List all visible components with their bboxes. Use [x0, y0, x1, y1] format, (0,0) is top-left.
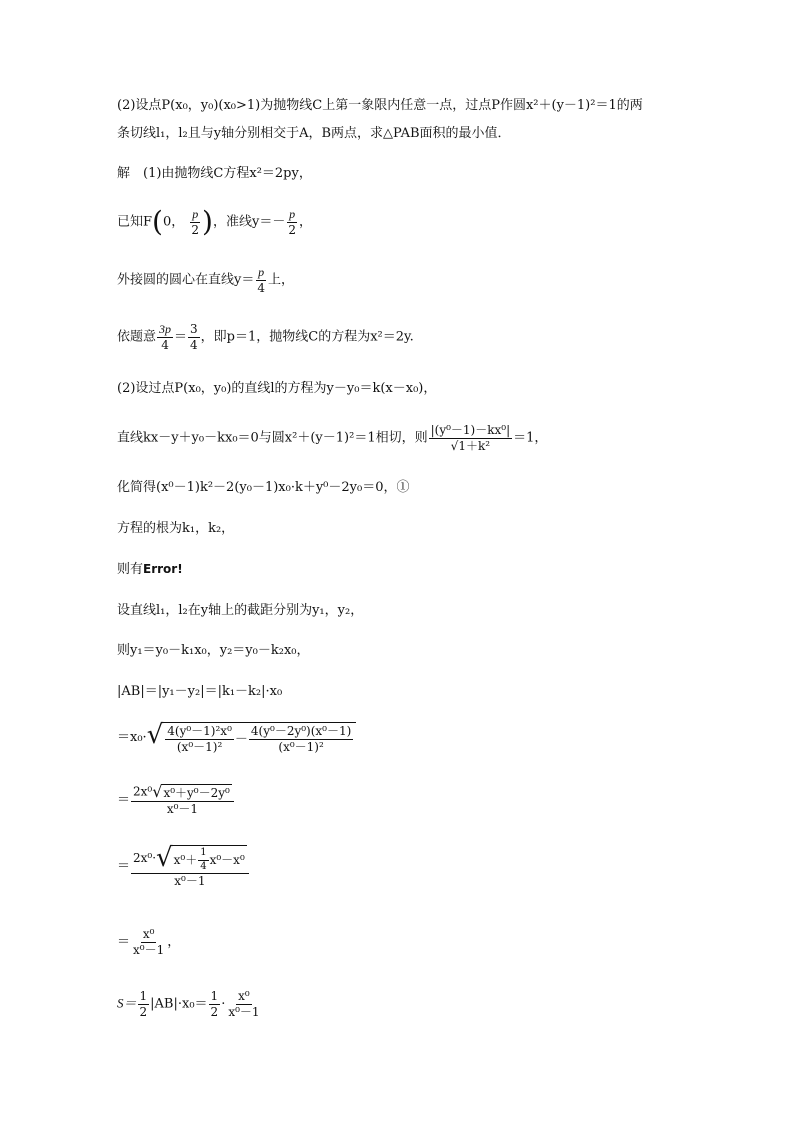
fraction	[249, 725, 353, 753]
denominator: 4	[200, 860, 207, 872]
text-fragment: ，准线y＝－	[212, 214, 286, 230]
math-line	[117, 928, 180, 956]
numerator: p	[192, 207, 199, 221]
text-fragment: ＝	[117, 792, 131, 808]
text-line: 设直线l₁，l₂在y轴上的截距分别为y₁，y₂，	[117, 603, 364, 618]
math-line	[117, 784, 235, 816]
fraction	[165, 725, 234, 753]
fraction	[131, 928, 166, 956]
fraction	[188, 323, 200, 351]
math-line	[117, 323, 414, 351]
text-line: (2)设过点P(x₀，y₀)的直线l的方程为y－y₀＝k(x－x₀)，	[117, 381, 437, 396]
numerator: 3p	[159, 322, 172, 336]
text-fragment: 则有	[117, 562, 144, 577]
fraction	[226, 990, 261, 1018]
text-line: 化简得(x⁰－1)k²－2(y₀－1)x₀·k＋y⁰－2y₀＝0，①	[117, 480, 410, 495]
error-text: Error!	[143, 562, 183, 576]
fraction	[131, 845, 249, 888]
math-line	[117, 990, 263, 1018]
math-line	[117, 424, 547, 452]
text-line: 条切线l₁，l₂且与y轴分别相交于A，B两点，求△PAB面积的最小值．	[117, 126, 511, 141]
denominator: x⁰－1	[174, 874, 206, 888]
math-line: 已知F(0， $\frac{p}{2}$ )，准线y＝－ $\frac{p}{2}$ ，	[117, 205, 312, 239]
denominator: 2	[139, 1004, 148, 1019]
fraction	[255, 266, 267, 294]
text-fragment: 已知F	[117, 214, 153, 230]
numerator: 1	[210, 989, 219, 1003]
square-root: √ $\frac{\text{4(y⁰－1)²x⁰}}{\text{(x⁰－1)²}}$ － $\frac{\text{4(y⁰－2y⁰)(x⁰－1)}}{\text{(x⁰－1)²}}$	[147, 722, 357, 753]
text-fragment: ＝	[174, 329, 188, 345]
text-line: 则y₁＝y₀－k₁x₀，y₂＝y₀－k₂x₀，	[117, 643, 310, 658]
fraction	[157, 323, 173, 351]
text-line: 解 (1)由抛物线C方程x²＝2py，	[117, 166, 312, 181]
text-fragment: 上，	[268, 272, 295, 288]
denominator: 4	[257, 280, 265, 295]
numerator: |(y⁰－1)－kx⁰|	[430, 423, 511, 437]
text-fragment: 外接圆的圆心在直线y＝	[117, 272, 255, 288]
text-fragment: |AB|·x₀＝	[150, 996, 208, 1012]
square-root: √ x⁰＋y⁰－2y⁰	[152, 782, 230, 801]
math-line	[117, 845, 250, 888]
text-fragment: ＝	[117, 934, 131, 950]
math-line	[117, 266, 294, 294]
text-fragment: 依题意	[117, 329, 157, 345]
text-fragment: ＝	[117, 858, 131, 874]
text-fragment: ＝1，	[513, 430, 548, 446]
fraction	[429, 424, 513, 452]
numerator: 3	[190, 322, 198, 336]
text-line: |AB|＝|y₁－y₂|＝|k₁－k₂|·x₀	[117, 684, 283, 699]
radicand: x⁰＋y⁰－2y⁰	[161, 784, 231, 800]
denominator: √1＋k²	[450, 438, 491, 453]
radicand-part: x⁰＋	[173, 852, 198, 867]
numerator: x⁰	[142, 927, 155, 941]
math-line	[117, 722, 356, 753]
numerator: p	[258, 265, 265, 279]
text-fragment: 直线kx－y＋y₀－kx₀＝0与圆x²＋(y－1)²＝1相切，则	[117, 430, 428, 446]
square-root: √ x⁰＋ $\frac{1}{4}$ x⁰－x⁰	[156, 843, 245, 873]
numerator: 1	[139, 989, 148, 1003]
numerator-part: 2x⁰	[133, 784, 153, 799]
text-fragment: 0，	[162, 214, 185, 230]
text-fragment: ·	[221, 996, 226, 1012]
denominator: x⁰－1	[228, 1004, 260, 1019]
fraction	[131, 784, 234, 816]
paren-close: )	[202, 205, 213, 239]
denominator: 4	[161, 337, 169, 352]
text-line: 方程的根为k₁，k₂，	[117, 521, 235, 536]
numerator: 1	[198, 848, 208, 861]
denominator: (x⁰－1)²	[278, 739, 324, 754]
text-line: (2)设点P(x₀，y₀)(x₀>1)为抛物线C上第一象限内任意一点，过点P作圆x²＋(y－1)²＝1的两	[117, 98, 643, 113]
radicand-part: x⁰－x⁰	[209, 852, 245, 867]
numerator: x⁰	[238, 989, 250, 1003]
text-fragment: ，即p＝1，抛物线C的方程为x²＝2y.	[200, 329, 414, 345]
text-fragment: S＝	[117, 995, 137, 1011]
denominator: 2	[288, 222, 296, 237]
denominator: 2	[210, 1004, 219, 1019]
text-line	[117, 563, 183, 576]
fraction	[286, 208, 298, 236]
fraction	[189, 208, 201, 236]
numerator-part: 2x⁰·	[133, 851, 157, 865]
fraction	[198, 848, 208, 872]
denominator: (x⁰－1)²	[176, 739, 223, 754]
denominator: x⁰－1	[166, 802, 199, 816]
numerator: p	[289, 207, 296, 221]
denominator: 2	[191, 222, 200, 237]
numerator: 4(y⁰－1)²x⁰	[167, 724, 232, 738]
paren-open: (	[152, 205, 163, 239]
fraction	[138, 990, 150, 1018]
denominator: x⁰－1	[133, 942, 165, 957]
text-fragment: ＝x₀·	[117, 730, 147, 746]
text-fragment: ，	[167, 934, 181, 950]
numerator: 4(y⁰－2y⁰)(x⁰－1)	[250, 724, 352, 738]
fraction	[209, 990, 221, 1018]
denominator: 4	[190, 337, 198, 352]
text-fragment: －	[234, 731, 248, 747]
